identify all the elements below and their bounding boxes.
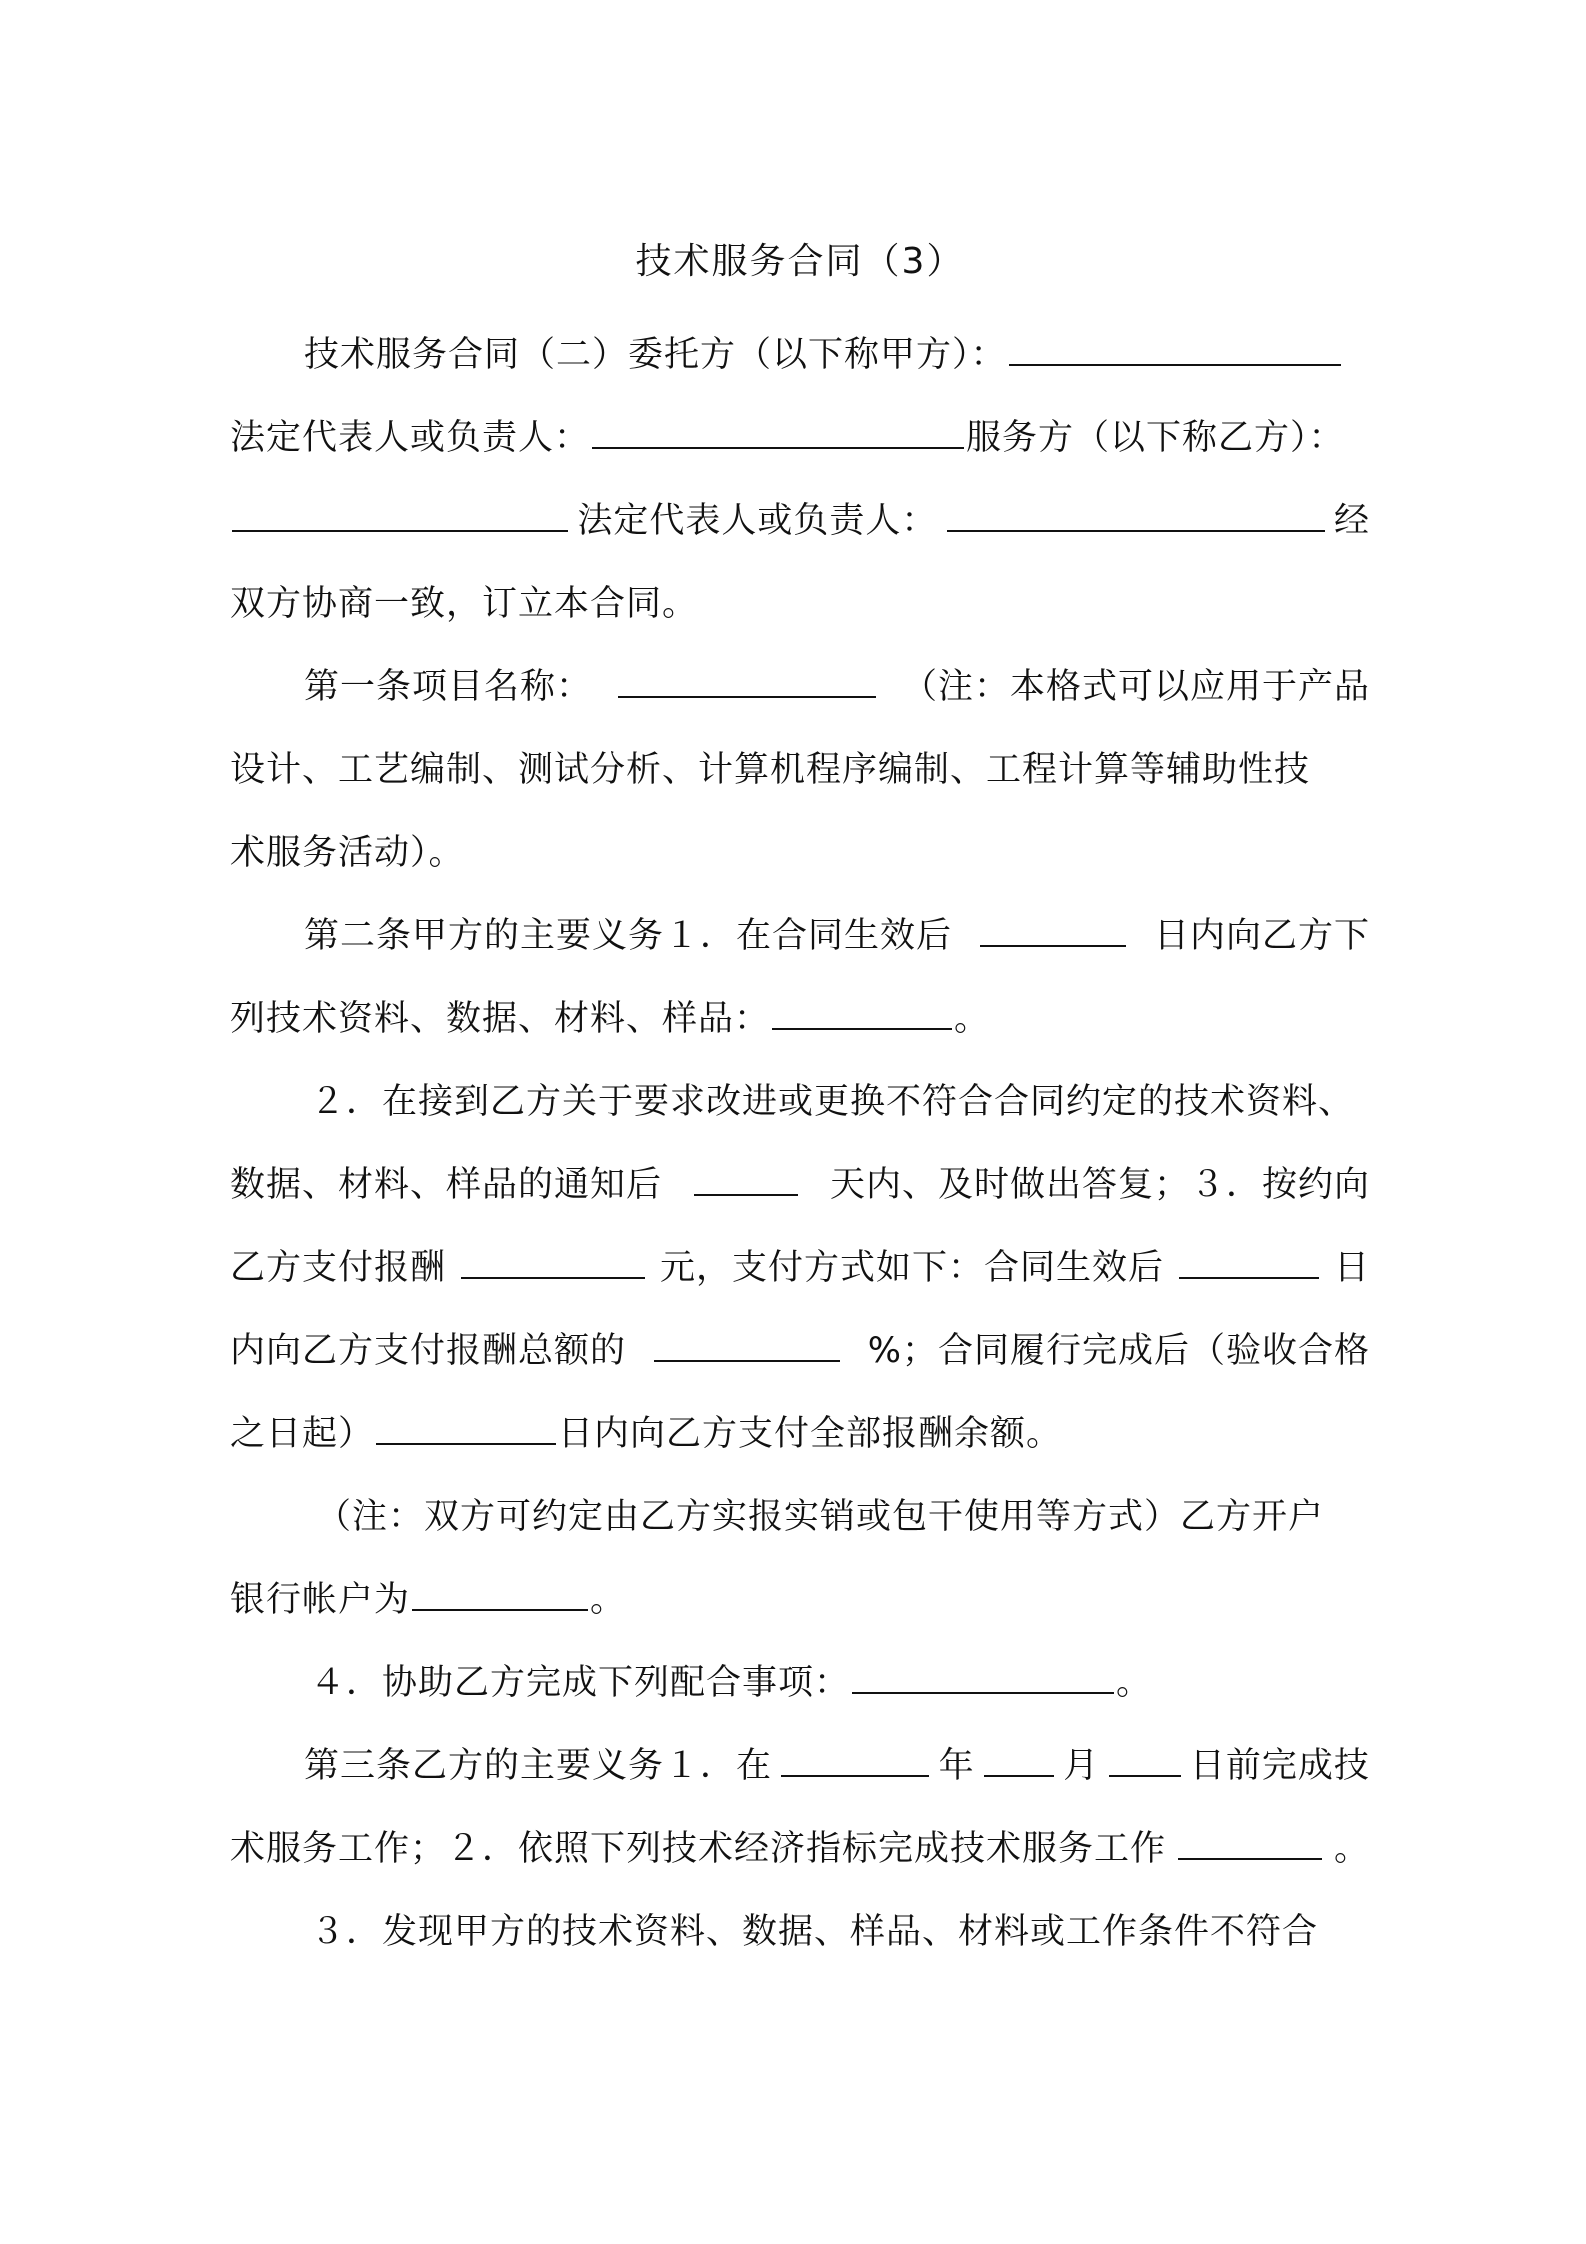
text-segment: ４．协助乙方完成下列配合事项：: [310, 1663, 851, 1703]
blank-reply-days: [694, 1164, 798, 1196]
text-segment: 银行帐户为: [230, 1580, 411, 1620]
article-2-line-5: [230, 1227, 1370, 1310]
blank-payment-days: [1179, 1247, 1319, 1279]
blank-remuneration-amount: [461, 1247, 645, 1279]
article-1-line-2: [230, 729, 1370, 812]
article-2-line-7: [230, 1393, 1370, 1476]
text-segment: 法定代表人或负责人：: [230, 418, 591, 458]
blank-completion-month: [984, 1745, 1054, 1777]
text-segment: 经: [1333, 501, 1370, 541]
text-segment: 术服务工作；２．依照下列技术经济指标完成技术服务工作: [230, 1829, 1167, 1869]
text-segment: 日前完成技: [1189, 1746, 1370, 1786]
blank-cooperation-items: [852, 1662, 1114, 1694]
text-segment: 术服务活动）。: [230, 833, 465, 873]
text-segment: 第三条乙方的主要义务１．在: [304, 1746, 773, 1786]
text-segment: 元，支付方式如下：合同生效后: [659, 1248, 1164, 1288]
text-segment: 日内向乙方支付全部报酬余额。: [558, 1414, 1063, 1454]
blank-provider-name: [232, 500, 568, 532]
blank-technical-indicators: [1178, 1828, 1322, 1860]
blank-completion-year: [781, 1745, 929, 1777]
blank-balance-days: [376, 1413, 556, 1445]
text-segment: 技术服务合同（二）委托方（以下称甲方）：: [304, 335, 1007, 375]
article-3-line-2: [230, 1808, 1370, 1891]
blank-days-after-effective: [980, 915, 1126, 947]
blank-completion-day: [1109, 1745, 1181, 1777]
paragraph-parties-line-2: [230, 397, 1370, 480]
blank-provider-representative: [947, 500, 1325, 532]
text-segment: 。: [590, 1580, 627, 1620]
blank-materials-list: [772, 998, 952, 1030]
text-segment: 服务方（以下称乙方）：: [966, 418, 1345, 458]
blank-payment-percentage: [654, 1330, 840, 1362]
text-segment: 日: [1333, 1248, 1370, 1288]
blank-client-representative: [592, 417, 964, 449]
text-segment: 之日起）: [230, 1414, 375, 1454]
text-segment: 内向乙方支付报酬总额的: [230, 1331, 627, 1371]
text-segment: 天内、及时做出答复；３．按约向: [829, 1165, 1370, 1205]
text-segment: 设计、工艺编制、测试分析、计算机程序编制、工程计算等辅助性技: [230, 750, 1311, 790]
article-3-line-1: [230, 1725, 1370, 1808]
text-segment: 日内向乙方下: [1153, 916, 1370, 956]
text-segment: （注：本格式可以应用于产品: [901, 667, 1370, 707]
text-segment: 法定代表人或负责人：: [577, 501, 938, 541]
article-2-line-3: [230, 1061, 1370, 1144]
article-2-line-8: [230, 1476, 1370, 1559]
text-segment: 列技术资料、数据、材料、样品：: [230, 999, 771, 1039]
text-segment: 乙方支付报酬: [230, 1248, 447, 1288]
text-segment: 第一条项目名称：: [304, 667, 593, 707]
text-segment: 双方协商一致，订立本合同。: [230, 584, 699, 624]
article-3-line-3: [230, 1891, 1370, 1974]
text-segment: 月: [1063, 1746, 1100, 1786]
article-1-line-1: [230, 646, 1370, 729]
blank-client-name: [1009, 334, 1341, 366]
article-1-line-3: [230, 812, 1370, 895]
article-2-line-2: [230, 978, 1370, 1061]
contract-page: [230, 232, 1370, 1974]
text-segment: （注：双方可约定由乙方实报实销或包干使用等方式）乙方开户: [316, 1497, 1325, 1537]
text-segment: 数据、材料、样品的通知后: [230, 1165, 663, 1205]
article-2-line-1: [230, 895, 1370, 978]
article-2-line-6: [230, 1310, 1370, 1393]
article-2-line-10: [230, 1642, 1370, 1725]
text-segment: 。: [954, 999, 991, 1039]
paragraph-parties-line-3: [230, 480, 1370, 563]
paragraph-parties-line-1: [230, 314, 1370, 397]
text-segment: 。: [1333, 1829, 1370, 1869]
blank-project-name: [618, 666, 876, 698]
paragraph-parties-line-4: [230, 563, 1370, 646]
text-segment: 。: [1116, 1663, 1153, 1703]
text-segment: ２．在接到乙方关于要求改进或更换不符合合同约定的技术资料、: [310, 1082, 1355, 1122]
document-title: 技术服务合同（3）: [635, 241, 965, 282]
text-segment: %；合同履行完成后（验收合格: [867, 1331, 1370, 1371]
article-2-line-9: [230, 1559, 1370, 1642]
article-2-line-4: [230, 1144, 1370, 1227]
text-segment: 第二条甲方的主要义务１．在合同生效后: [304, 916, 953, 956]
blank-bank-account: [412, 1579, 588, 1611]
text-segment: ３．发现甲方的技术资料、数据、样品、材料或工作条件不符合: [310, 1912, 1319, 1952]
text-segment: 年: [938, 1746, 975, 1786]
